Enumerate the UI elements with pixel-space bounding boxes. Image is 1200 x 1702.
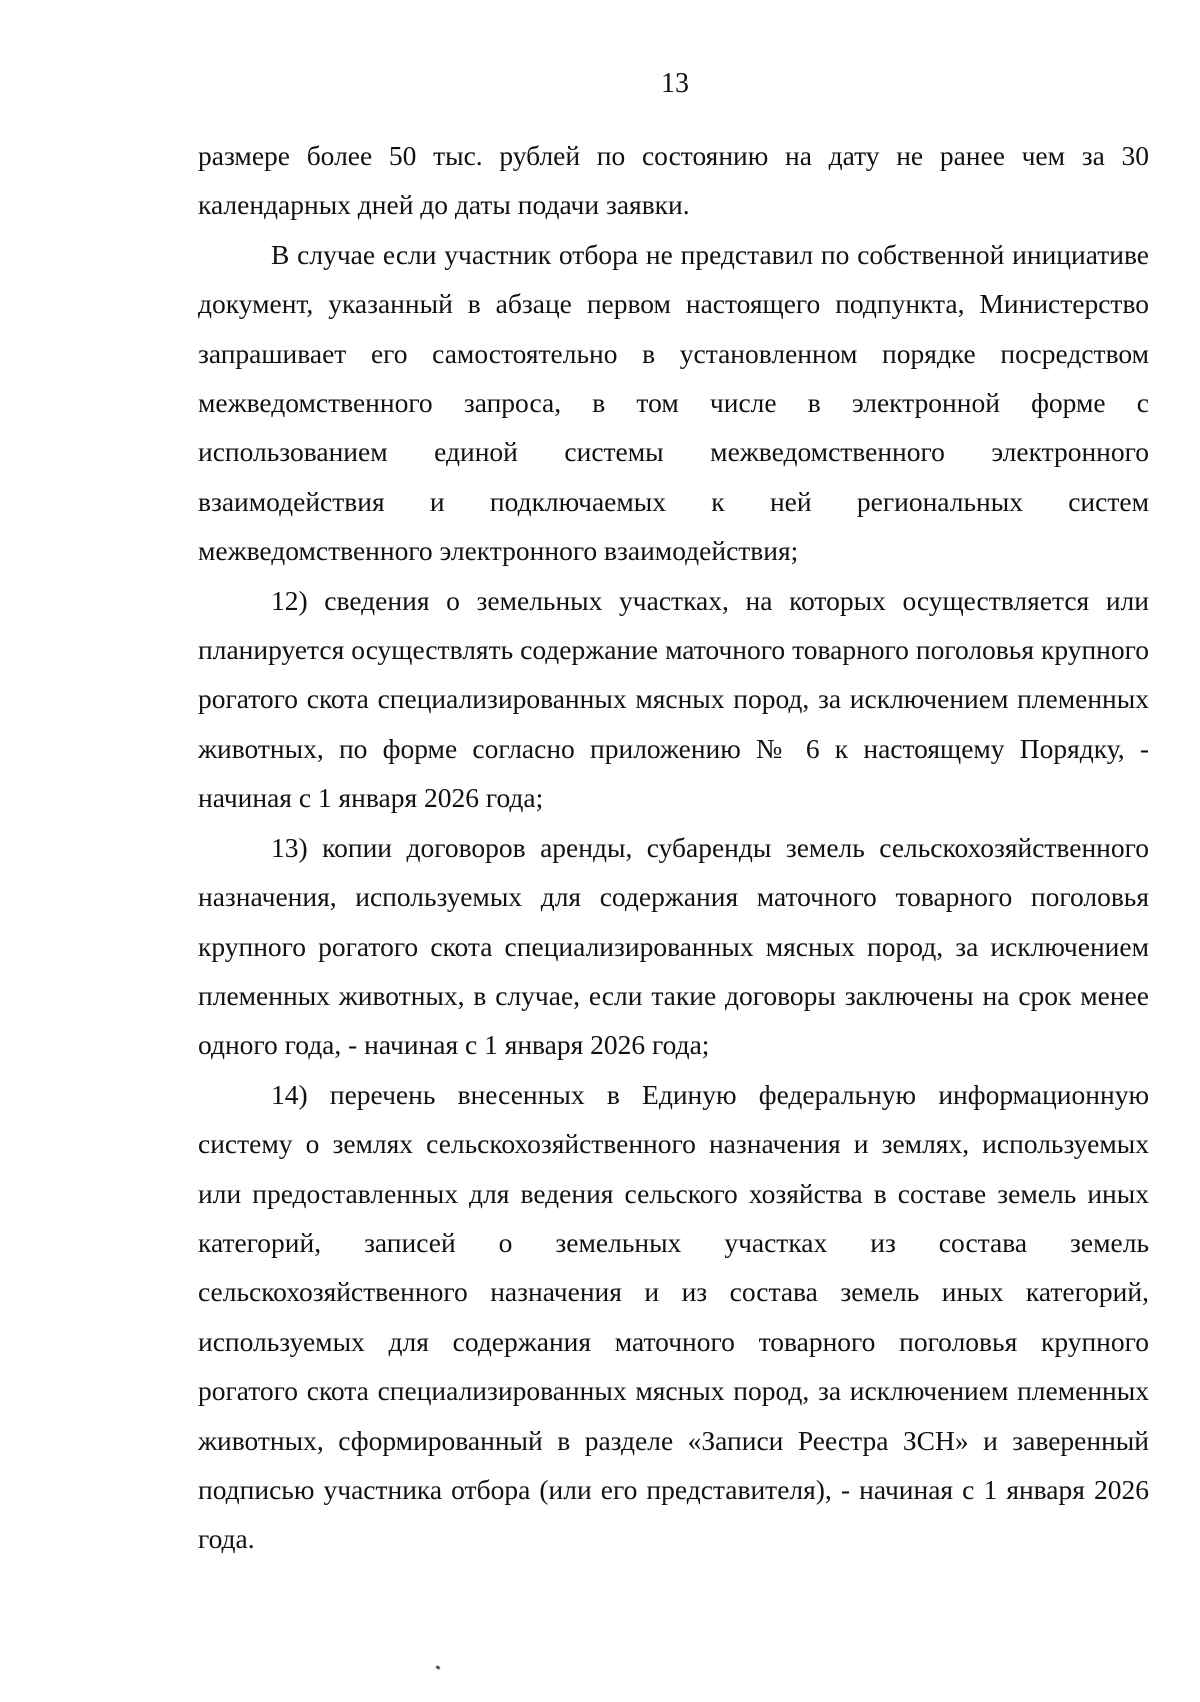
document-body — [198, 131, 1149, 1564]
scan-speck — [436, 1665, 441, 1670]
paragraph-item-14: 14) перечень внесенных в Единую федеральную информационную систему о землях сельскохозяйственного назначения и землях, используемых или предоставленных для ведения сельского хозяйства в составе земель иных категорий, записей о земельных участках из состава земель сельскохозяйственного назначения и из состава земель иных категорий, используемых для содержания маточного товарного поголовья крупного рогатого скота специализированных мясных пород, за исключением племенных животных, сформированный в разделе «Записи Реестра ЗСН» и заверенный подписью участника отбора (или его представителя), - начиная с 1 января 2026 года. — [198, 1078, 1149, 1555]
paragraph-item-12: 12) сведения о земельных участках, на которых осуществляется или планируется осуществлять содержание маточного товарного поголовья крупного рогатого скота специализированных мясных пород, за исключением племенных животных, по форме согласно приложению № 6 к настоящему Порядку, - начиная с 1 января 2026 года; — [198, 584, 1149, 814]
paragraph-interagency-request: В случае если участник отбора не представил по собственной инициативе документ, указанный в абзаце первом настоящего подпункта, Министерство запрашивает его самостоятельно в установленном порядке посредством межведомственного запроса, в том числе в электронной форме с использованием единой системы межведомственного электронного взаимодействия и подключаемых к ней региональных систем межведомственного электронного взаимодействия; — [198, 238, 1149, 567]
page-number: 13 — [661, 68, 689, 99]
paragraph-continuation: размере более 50 тыс. рублей по состоянию на дату не ранее чем за 30 календарных дней до даты подачи заявки. — [198, 140, 1149, 221]
paragraph-item-13: 13) копии договоров аренды, субаренды земель сельскохозяйственного назначения, используемых для содержания маточного товарного поголовья крупного рогатого скота специализированных мясных пород, за исключением племенных животных, в случае, если такие договоры заключены на срок менее одного года, - начиная с 1 января 2026 года; — [198, 831, 1149, 1061]
